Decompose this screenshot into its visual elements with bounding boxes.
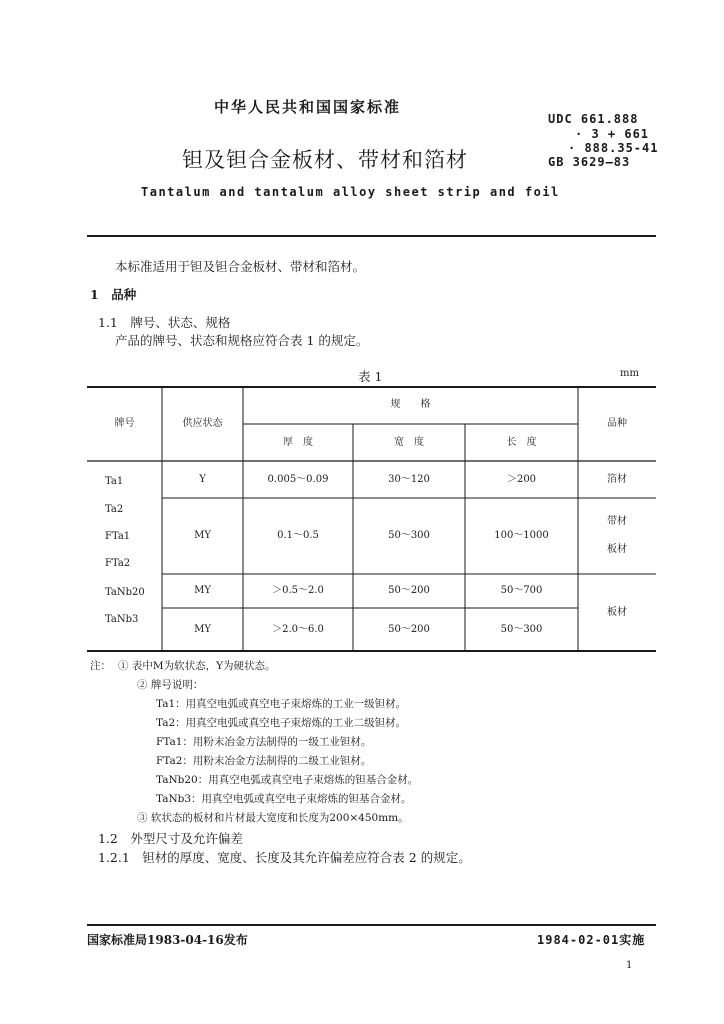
- section-1-1-text: 产品的牌号、状态和规格应符合表 1 的规定。: [115, 333, 369, 348]
- note-grade-tanb3: TaNb3：用真空电弧或真空电子束熔炼的钽基合金材。: [156, 793, 412, 805]
- notes-label: 注：: [90, 660, 111, 672]
- row2-length: 100～1000: [494, 530, 549, 541]
- udc-line-2: · 3 + 661: [575, 127, 650, 141]
- intro-text: 本标准适用于钽及钽合金板材、带材和箔材。: [115, 259, 366, 274]
- udc-line-3: · 888.35-41: [568, 141, 659, 155]
- grade-ta1: Ta1: [105, 476, 124, 487]
- row2-variety-sheet: 板材: [607, 544, 627, 555]
- section-1-2-1-text: 1.2.1 钽材的厚度、宽度、长度及其允许偏差应符合表 2 的规定。: [98, 850, 471, 865]
- row1-width: 30～120: [388, 473, 430, 485]
- row2-variety-strip: 带材: [607, 516, 627, 527]
- section-1-1-heading: 1.1 牌号、状态、规格: [98, 315, 231, 330]
- note-grade-ta1: Ta1：用真空电弧或真空电子束熔炼的工业一级钽材。: [156, 698, 407, 710]
- page-number: 1: [626, 960, 633, 971]
- table-caption: 表 1: [358, 369, 383, 384]
- header-grade: 牌号: [114, 417, 135, 429]
- note-3: ③ 软状态的板材和片材最大宽度和长度为200×450mm。: [137, 812, 409, 824]
- grade-fta2: FTa2: [105, 558, 131, 569]
- header-state: 供应状态: [182, 417, 223, 429]
- header-length: 长 度: [506, 436, 537, 448]
- header-spec: 规 格: [390, 399, 431, 410]
- note-grade-ta2: Ta2：用真空电弧或真空电子束熔炼的工业二级钽材。: [156, 717, 407, 729]
- row4-length: 50～300: [500, 623, 543, 635]
- issued-by: 国家标准局1983-04-16发布: [87, 933, 248, 947]
- header-rule: [87, 235, 656, 237]
- document-title-en: Tantalum and tantalum alloy sheet strip and foil: [141, 185, 560, 199]
- row2-state: MY: [194, 530, 211, 541]
- row2-thickness: 0.1～0.5: [277, 530, 319, 541]
- row3-thickness: ＞0.5～2.0: [272, 585, 324, 596]
- table-unit: mm: [620, 368, 639, 379]
- row3-4-variety: 板材: [607, 606, 627, 618]
- row1-state: Y: [199, 473, 206, 485]
- row4-state: MY: [194, 623, 211, 635]
- table-1: [87, 386, 656, 652]
- section-1-heading: 1 品种: [90, 287, 137, 302]
- standard-type: 中华人民共和国国家标准: [214, 98, 402, 116]
- grade-tanb20: TaNb20: [105, 587, 145, 598]
- note-grade-fta1: FTa1：用粉末冶金方法制得的一级工业钽材。: [156, 736, 372, 748]
- note-1: ① 表中M为软状态，Y为硬状态。: [118, 660, 276, 672]
- effective-date: 1984-02-01实施: [537, 933, 646, 947]
- header-variety: 品种: [607, 417, 627, 429]
- row1-variety: 箔材: [607, 473, 627, 485]
- document-title-cn: 钽及钽合金板材、带材和箔材: [182, 148, 468, 172]
- row1-length: ＞200: [506, 473, 537, 485]
- row4-thickness: ＞2.0～6.0: [272, 623, 324, 635]
- note-grade-fta2: FTa2：用粉末冶金方法制得的二级工业钽材。: [156, 755, 372, 767]
- grade-fta1: FTa1: [105, 531, 131, 542]
- note-grade-tanb20: TaNb20：用真空电弧或真空电子束熔炼的钽基合金材。: [156, 774, 419, 786]
- row3-state: MY: [194, 585, 211, 596]
- row2-variety: [578, 498, 656, 574]
- footer-rule: [87, 924, 656, 926]
- row2-width: 50～300: [388, 530, 430, 541]
- udc-line-1: UDC 661.888: [548, 112, 639, 126]
- gb-number: GB 3629—83: [548, 155, 631, 169]
- header-width: 宽 度: [394, 436, 424, 448]
- grade-tanb3: TaNb3: [105, 614, 139, 625]
- row3-length: 50～700: [500, 585, 543, 596]
- row4-width: 50～200: [388, 623, 430, 635]
- grade-ta2: Ta2: [105, 504, 124, 515]
- section-1-2-heading: 1.2 外型尺寸及允许偏差: [98, 831, 243, 846]
- row3-width: 50～200: [388, 585, 430, 596]
- header-thickness: 厚 度: [283, 436, 313, 448]
- note-2: ② 牌号说明：: [137, 679, 204, 691]
- row1-thickness: 0.005～0.09: [267, 473, 329, 485]
